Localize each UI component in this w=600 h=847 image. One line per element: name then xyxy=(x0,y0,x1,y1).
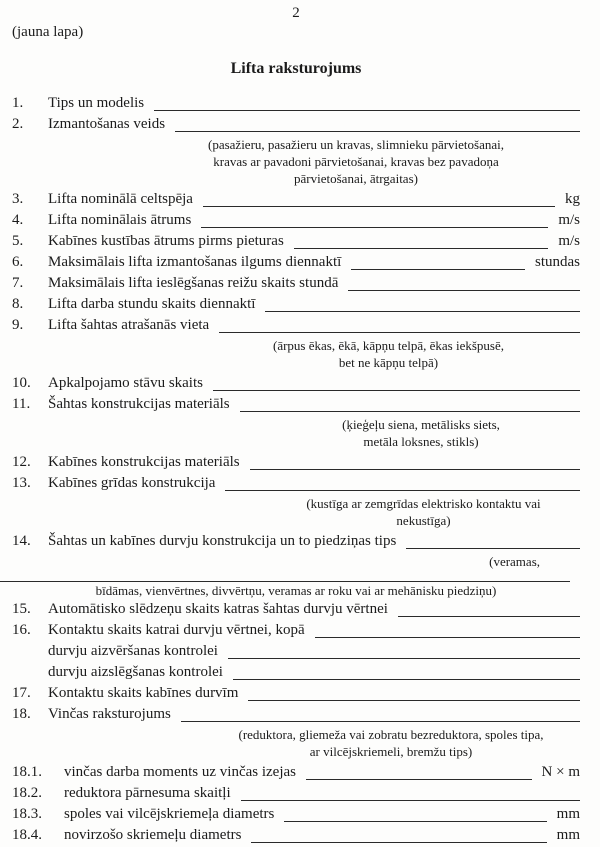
fill-line xyxy=(406,547,580,549)
fill-line xyxy=(219,331,580,333)
fill-line xyxy=(228,657,580,659)
item-label: vinčas darba moments uz vinčas izejas xyxy=(64,764,297,780)
item-number: 18. xyxy=(12,706,31,722)
fill-line xyxy=(240,410,580,412)
fill-line xyxy=(213,389,580,391)
form-item-3 xyxy=(12,189,580,210)
form-item-6 xyxy=(12,252,580,273)
hint-line: metāla loksnes, stikls) xyxy=(363,434,479,449)
form-item-14 xyxy=(12,531,580,552)
item-number: 5. xyxy=(12,233,24,249)
unit-label: kg xyxy=(565,191,580,207)
item-number: 4. xyxy=(12,212,24,228)
form-item-11 xyxy=(12,394,580,415)
form-item-12 xyxy=(12,452,580,473)
form-item-17 xyxy=(12,683,580,704)
item-label: Lifta darba stundu skaits diennaktī xyxy=(48,296,256,312)
unit-label: mm xyxy=(556,806,580,822)
hint-line: (reduktora, gliemeža vai zobratu bezreduktora, spoles tipa, xyxy=(238,727,544,742)
item-14-hint-continuation: bīdāmas, vienvērtnes, divvērtņu, veramas ar roku vai ar mehānisku piedziņu) xyxy=(95,583,497,598)
form-item-13 xyxy=(12,473,580,494)
fill-line xyxy=(251,841,546,843)
item-number: 1. xyxy=(12,95,24,111)
hint-line: (ķieģeļu siena, metālisks siets, xyxy=(342,417,500,432)
item-number: 2. xyxy=(12,116,24,132)
item-label: Lifta nominālā celtspēja xyxy=(48,191,193,207)
form-item-18 xyxy=(12,704,580,725)
hint-line: (pasažieru, pasažieru un kravas, slimnieku pārvietošanai, xyxy=(208,137,504,152)
unit-label: mm xyxy=(556,827,580,843)
fill-line xyxy=(248,699,580,701)
item-label: Izmantošanas veids xyxy=(48,116,166,132)
form-item-16-sub-1 xyxy=(12,641,580,662)
fill-line xyxy=(348,289,580,291)
item-label: durvju aizslēgšanas kontrolei xyxy=(48,664,223,680)
fill-line xyxy=(315,636,580,638)
form-item-16-sub-2 xyxy=(12,662,580,683)
item-label: Maksimālais lifta izmantošanas ilgums diennaktī xyxy=(48,254,342,270)
item-number: 14. xyxy=(12,533,31,549)
item-label: Lifta nominālais ātrums xyxy=(48,212,192,228)
fill-line xyxy=(398,615,580,617)
form-body xyxy=(12,93,580,846)
unit-label: m/s xyxy=(558,212,580,228)
form-item-9 xyxy=(12,315,580,336)
item-label: Tips un modelis xyxy=(48,95,145,111)
fill-line xyxy=(294,247,549,249)
fill-line xyxy=(201,226,548,228)
item-label: reduktora pārnesuma skaitļi xyxy=(64,785,231,801)
document-title: Lifta raksturojums xyxy=(230,60,362,77)
form-item-4 xyxy=(12,210,580,231)
item-14-hint-start: (veramas, xyxy=(489,554,540,569)
item-number: 8. xyxy=(12,296,24,312)
item-number: 10. xyxy=(12,375,31,391)
fill-line xyxy=(203,205,555,207)
fill-line xyxy=(241,799,580,801)
item-11-hint xyxy=(12,416,580,450)
hint-line: pārvietošanai, ātrgaitas) xyxy=(294,171,418,186)
item-label: Automātisko slēdzeņu skaits katras šahtas durvju vērtnei xyxy=(48,601,388,617)
item-number: 18.3. xyxy=(12,806,42,822)
form-item-10 xyxy=(12,373,580,394)
form-item-18-4 xyxy=(12,825,580,846)
fill-line xyxy=(225,489,580,491)
item-2-hint xyxy=(12,136,580,187)
item-label: novirzošo skriemeļu diametrs xyxy=(64,827,242,843)
fill-line xyxy=(154,109,580,111)
item-9-hint xyxy=(12,337,580,371)
item-number: 18.2. xyxy=(12,785,42,801)
item-label: Apkalpojamo stāvu skaits xyxy=(48,375,203,391)
form-item-1 xyxy=(12,93,580,114)
fill-line xyxy=(233,678,580,680)
item-label: durvju aizvēršanas kontrolei xyxy=(48,643,218,659)
hint-line: nekustīga) xyxy=(396,513,451,528)
item-label: Vinčas raksturojums xyxy=(48,706,171,722)
item-label: Kontaktu skaits katrai durvju vērtnei, kopā xyxy=(48,622,305,638)
item-label: Maksimālais lifta ieslēgšanas reižu skaits stundā xyxy=(48,275,339,291)
item-number: 13. xyxy=(12,475,31,491)
fill-line xyxy=(351,268,525,270)
hint-line: kravas ar pavadoni pārvietošanai, kravas bez pavadoņa xyxy=(213,154,499,169)
item-13-hint xyxy=(12,495,580,529)
hint-line: ar vilcējskriemeli, bremžu tips) xyxy=(309,744,473,759)
form-item-2 xyxy=(12,114,580,135)
item-label: Kabīnes konstrukcijas materiāls xyxy=(48,454,240,470)
fill-line xyxy=(284,820,546,822)
form-item-15 xyxy=(12,599,580,620)
item-number: 9. xyxy=(12,317,24,333)
item-number: 6. xyxy=(12,254,24,270)
fill-line xyxy=(265,310,580,312)
item-number: 18.1. xyxy=(12,764,42,780)
fill-line xyxy=(181,720,580,722)
hint-line: (ārpus ēkas, ēkā, kāpņu telpā, ēkas iekšpusē, xyxy=(272,338,505,353)
fill-line xyxy=(306,778,532,780)
item-18-hint xyxy=(12,726,580,760)
hint-line: bet ne kāpņu telpā) xyxy=(338,355,439,370)
page-number: 2 xyxy=(292,5,300,21)
form-item-7 xyxy=(12,273,580,294)
item-number: 7. xyxy=(12,275,24,291)
form-item-8 xyxy=(12,294,580,315)
unit-label: N × m xyxy=(541,764,580,780)
item-number: 16. xyxy=(12,622,31,638)
item-number: 15. xyxy=(12,601,31,617)
form-item-16 xyxy=(12,620,580,641)
fill-line xyxy=(250,468,580,470)
form-item-18-2 xyxy=(12,783,580,804)
fill-line xyxy=(175,130,580,132)
hint-line: (kustīga ar zemgrīdas elektrisko kontaktu vai xyxy=(306,496,541,511)
item-number: 12. xyxy=(12,454,31,470)
item-label: Kabīnes kustības ātrums pirms pieturas xyxy=(48,233,284,249)
form-item-5 xyxy=(12,231,580,252)
new-page-note: (jauna lapa) xyxy=(12,24,84,40)
unit-label: stundas xyxy=(535,254,580,270)
item-label: Lifta šahtas atrašanās vieta xyxy=(48,317,210,333)
item-label: spoles vai vilcējskriemeļa diametrs xyxy=(64,806,275,822)
form-item-18-3 xyxy=(12,804,580,825)
item-label: Šahtas un kabīnes durvju konstrukcija un to piedziņas tips xyxy=(48,533,397,549)
item-label: Kabīnes grīdas konstrukcija xyxy=(48,475,216,491)
item-number: 18.4. xyxy=(12,827,42,843)
item-number: 11. xyxy=(12,396,31,412)
item-number: 17. xyxy=(12,685,31,701)
unit-label: m/s xyxy=(558,233,580,249)
item-label: Šahtas konstrukcijas materiāls xyxy=(48,396,230,412)
item-number: 3. xyxy=(12,191,24,207)
item-label: Kontaktu skaits kabīnes durvīm xyxy=(48,685,239,701)
form-item-18-1 xyxy=(12,762,580,783)
